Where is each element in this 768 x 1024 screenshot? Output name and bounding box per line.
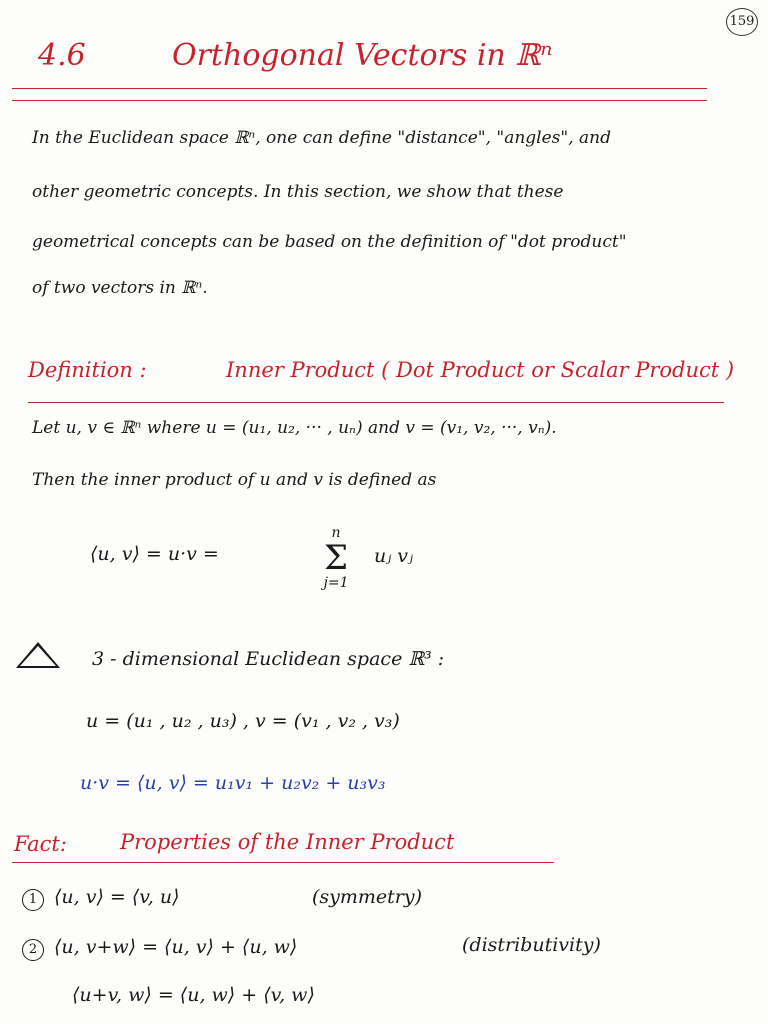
property-2-note: (distributivity): [462, 934, 601, 956]
property-1: [22, 886, 180, 911]
fact-underline: [12, 862, 554, 863]
property-2: [22, 936, 297, 961]
title-underline-2: [12, 100, 707, 101]
title-underline-1: [12, 88, 707, 89]
summation-symbol: Σ: [323, 538, 349, 578]
definition-line-2: Then the inner product of u and v is defined as: [32, 470, 437, 490]
property-1-note: (symmetry): [312, 886, 423, 908]
inner-product-formula-lhs: ⟨u, v⟩ = u·v =: [90, 543, 219, 565]
property-2-formula: ⟨u, v+w⟩ = ⟨u, v⟩ + ⟨u, w⟩: [54, 936, 298, 958]
page-number: 159: [726, 8, 758, 36]
section-title: Orthogonal Vectors in ℝⁿ: [172, 38, 553, 73]
example-dot-product: u·v = ⟨u, v⟩ = u₁v₁ + u₂v₂ + u₃v₃: [80, 772, 386, 794]
fact-label: Fact:: [14, 832, 67, 856]
definition-label: Definition :: [28, 358, 147, 382]
definition-title: Inner Product ( Dot Product or Scalar Product ): [226, 358, 735, 382]
section-number: 4.6: [38, 38, 86, 73]
fact-title: Properties of the Inner Product: [120, 830, 455, 854]
example-vectors: u = (u₁ , u₂ , u₃) , v = (v₁ , v₂ , v₃): [86, 710, 400, 732]
intro-line-2: other geometric concepts. In this section, we show that these: [32, 182, 564, 202]
example-title: 3 - dimensional Euclidean space ℝ³ :: [92, 648, 445, 670]
property-2-line-2: ⟨u+v, w⟩ = ⟨u, w⟩ + ⟨v, w⟩: [72, 984, 315, 1006]
summation-lower: j=1: [323, 575, 349, 591]
intro-line-3: geometrical concepts can be based on the definition of "dot product": [32, 232, 627, 252]
triangle-icon: [16, 642, 60, 668]
property-1-marker: 1: [22, 889, 44, 911]
inner-product-formula-rhs: uⱼ vⱼ: [374, 545, 414, 567]
summation-upper: n: [331, 525, 341, 541]
definition-underline: [28, 402, 724, 403]
summation: [316, 525, 356, 591]
intro-line-1: In the Euclidean space ℝⁿ, one can define "distance", "angles", and: [32, 128, 611, 148]
property-1-formula: ⟨u, v⟩ = ⟨v, u⟩: [54, 886, 180, 908]
definition-line-1: Let u, v ∈ ℝⁿ where u = (u₁, u₂, ··· , uₙ) and v = (v₁, v₂, ···, vₙ).: [32, 418, 557, 438]
property-2-marker: 2: [22, 939, 44, 961]
intro-line-4: of two vectors in ℝⁿ.: [32, 278, 208, 298]
